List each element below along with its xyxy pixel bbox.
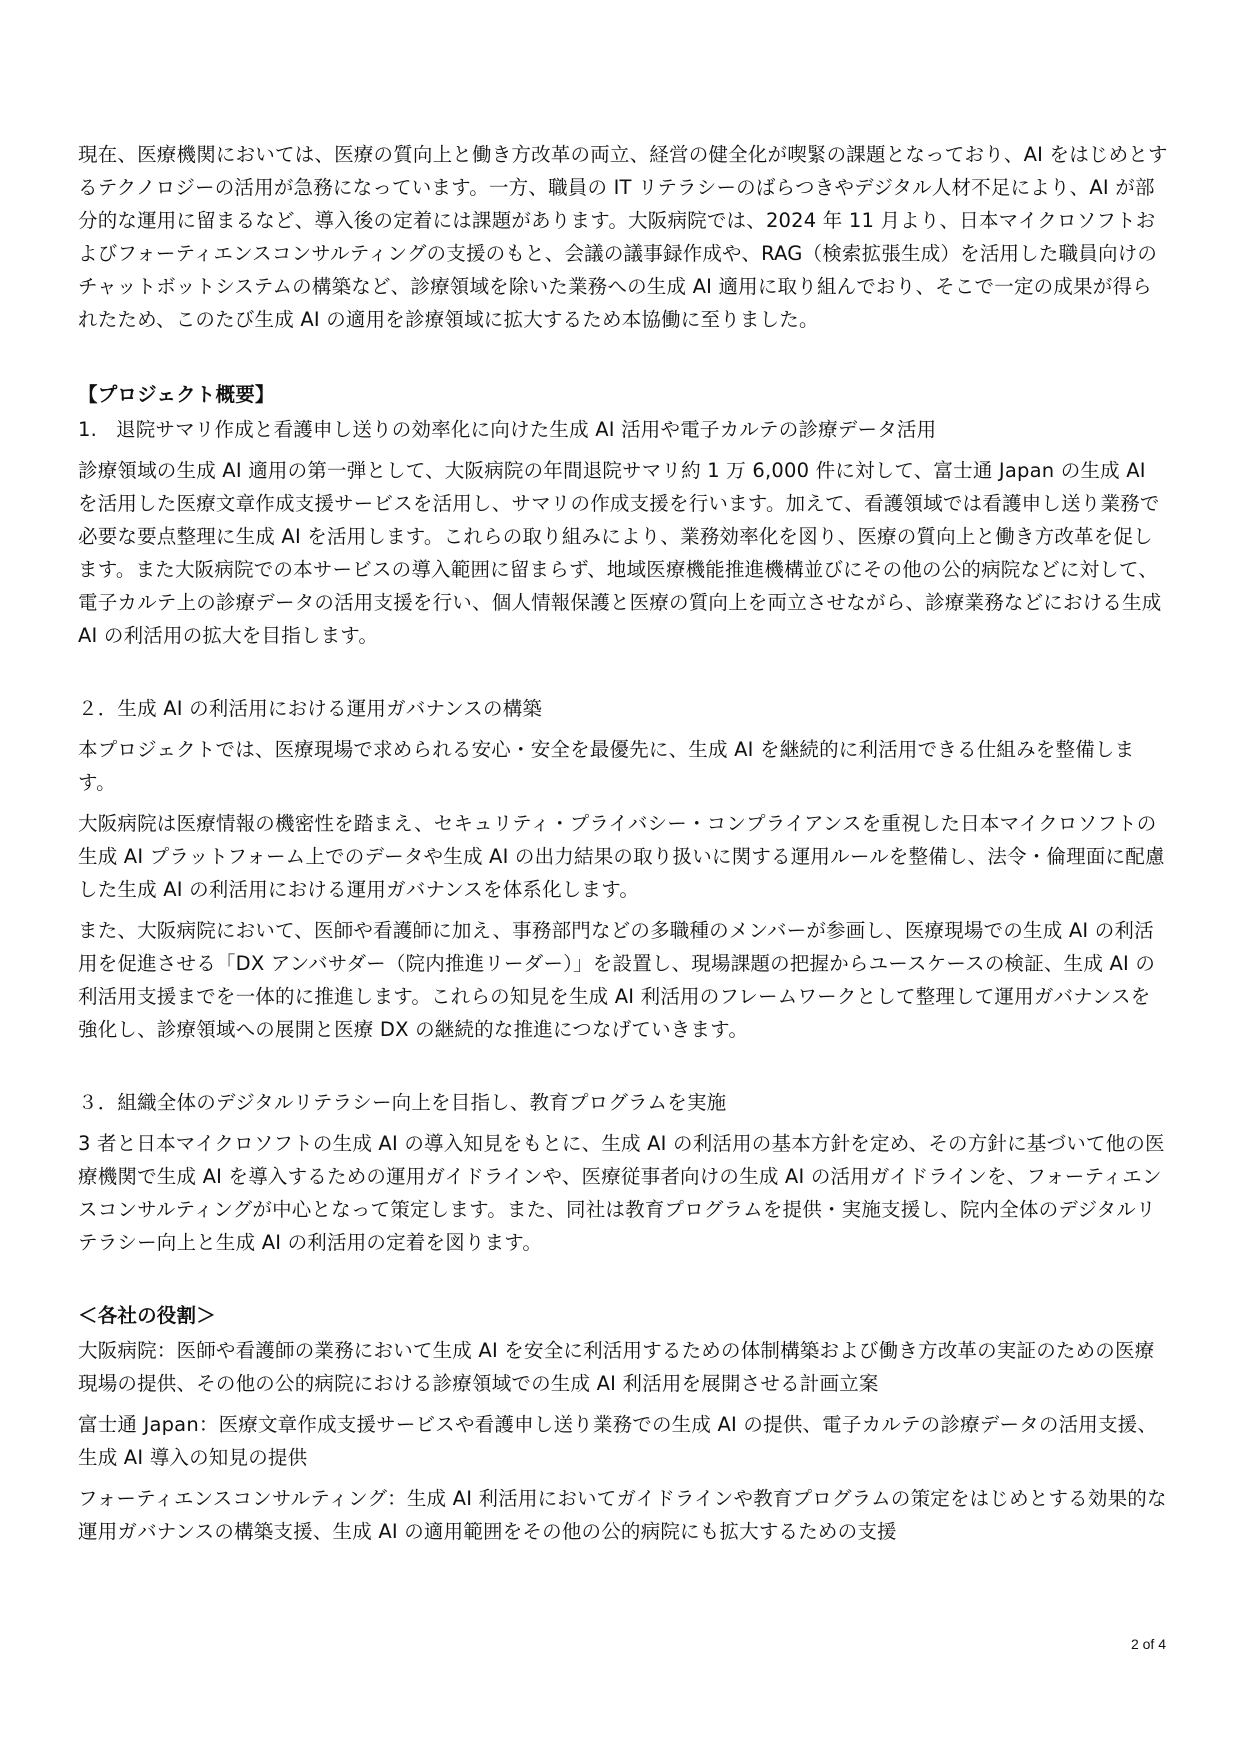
item1-body: 診療領域の生成 AI 適用の第一弾として、大阪病院の年間退院サマリ約 1 万 6,000 件に対して、富士通 Japan の生成 AI を活用した医療文章作成支援サービスを活用し、サマリの作成支援を行います。加えて、看護領域では看護申し送り業務で必要な要点整理に生成 AI を活用します。これらの取り組みにより、業務効率化を図り、医療の質向上と働き方改革を促します。また大阪病院での本サービスの導入範囲に留まらず、地域医療機能推進機構並びにその他の公的病院などに対して、電子カルテ上の診療データの活用支援を行い、個人情報保護と医療の質向上を両立させながら、診療業務などにおける生成 AI の利活用の拡大を目指します。 (78, 459, 1162, 647)
document-body (78, 138, 1170, 1556)
item3-body: 3 者と日本マイクロソフトの生成 AI の導入知見をもとに、生成 AI の利活用の基本方針を定め、その方針に基づいて他の医療機関で生成 AI を導入するための運用ガイドラインや、医療従事者向けの生成 AI の活用ガイドラインを、フォーティエンスコンサルティングが中心となって策定します。また、同社は教育プログラムを提供・実施支援し、院内全体のデジタルリテラシー向上と生成 AI の利活用の定着を図ります。 (78, 1132, 1165, 1254)
item2-paragraph-2: 大阪病院は医療情報の機密性を踏まえ、セキュリティ・プライバシー・コンプライアンスを重視した日本マイクロソフトの生成 AI プラットフォーム上でのデータや生成 AI の出力結果の取り扱いに関する運用ルールを整備し、法令・倫理面に配慮した生成 AI の利活用における運用ガバナンスを体系化します。 (78, 812, 1165, 901)
role-osaka-hospital: 大阪病院：医師や看護師の業務において生成 AI を安全に利活用するための体制構築および働き方改革の実証のための医療現場の提供、その他の公的病院における診療領域での生成 AI 利活用を展開させる計画立案 (78, 1339, 1155, 1395)
item1-title-text: 退院サマリ作成と看護申し送りの効率化に向けた生成 AI 活用や電子カルテの診療データ活用 (116, 418, 937, 441)
item2-paragraph-3: また、大阪病院において、医師や看護師に加え、事務部門などの多職種のメンバーが参画し、医療現場での生成 AI の利活用を促進させる「DX アンバサダー（院内推進リーダー）」を設置し、現場課題の把握からユースケースの検証、生成 AI の利活用支援までを一体的に推進します。これらの知見を生成 AI 利活用のフレームワークとして整理して運用ガバナンスを強化し、診療領域への展開と医療 DX の継続的な推進につなげていきます。 (78, 919, 1156, 1041)
item1-number: 1. (78, 418, 98, 441)
role-fortience-consulting: フォーティエンスコンサルティング：生成 AI 利活用においてガイドラインや教育プログラムの策定をはじめとする効果的な運用ガバナンスの構築支援、生成 AI の適用範囲をその他の公的病院にも拡大するための支援 (78, 1487, 1167, 1543)
item2-title: ２．生成 AI の利活用における運用ガバナンスの構築 (78, 697, 543, 720)
page-number: 2 of 4 (1130, 1636, 1166, 1652)
item3-title: ３．組織全体のデジタルリテラシー向上を目指し、教育プログラムを実施 (78, 1091, 727, 1114)
project-overview-heading: 【プロジェクト概要】 (78, 383, 275, 406)
role-fujitsu-japan: 富士通 Japan：医療文章作成支援サービスや看護申し送り業務での生成 AI の提供、電子カルテの診療データの活用支援、生成 AI 導入の知見の提供 (78, 1413, 1158, 1469)
intro-paragraph: 現在、医療機関においては、医療の質向上と働き方改革の両立、経営の健全化が喫緊の課題となっており、AI をはじめとするテクノロジーの活用が急務になっています。一方、職員の IT リテラシーのばらつきやデジタル人材不足により、AI が部分的な運用に留まるなど、導入後の定着には課題があります。大阪病院では、2024 年 11 月より、日本マイクロソフトおよびフォーティエンスコンサルティングの支援のもと、会議の議事録作成や、RAG（検索拡張生成）を活用した職員向けのチャットボットシステムの構築など、診療領域を除いた業務への生成 AI 適用に取り組んでおり、そこで一定の成果が得られたため、このたび生成 AI の適用を診療領域に拡大するため本協働に至りました。 (78, 143, 1168, 331)
item2-paragraph-1: 本プロジェクトでは、医療現場で求められる安心・安全を最優先に、生成 AI を継続的に利活用できる仕組みを整備します。 (78, 738, 1135, 794)
roles-heading: ＜各社の役割＞ (78, 1304, 216, 1327)
item1-title (78, 413, 1170, 446)
